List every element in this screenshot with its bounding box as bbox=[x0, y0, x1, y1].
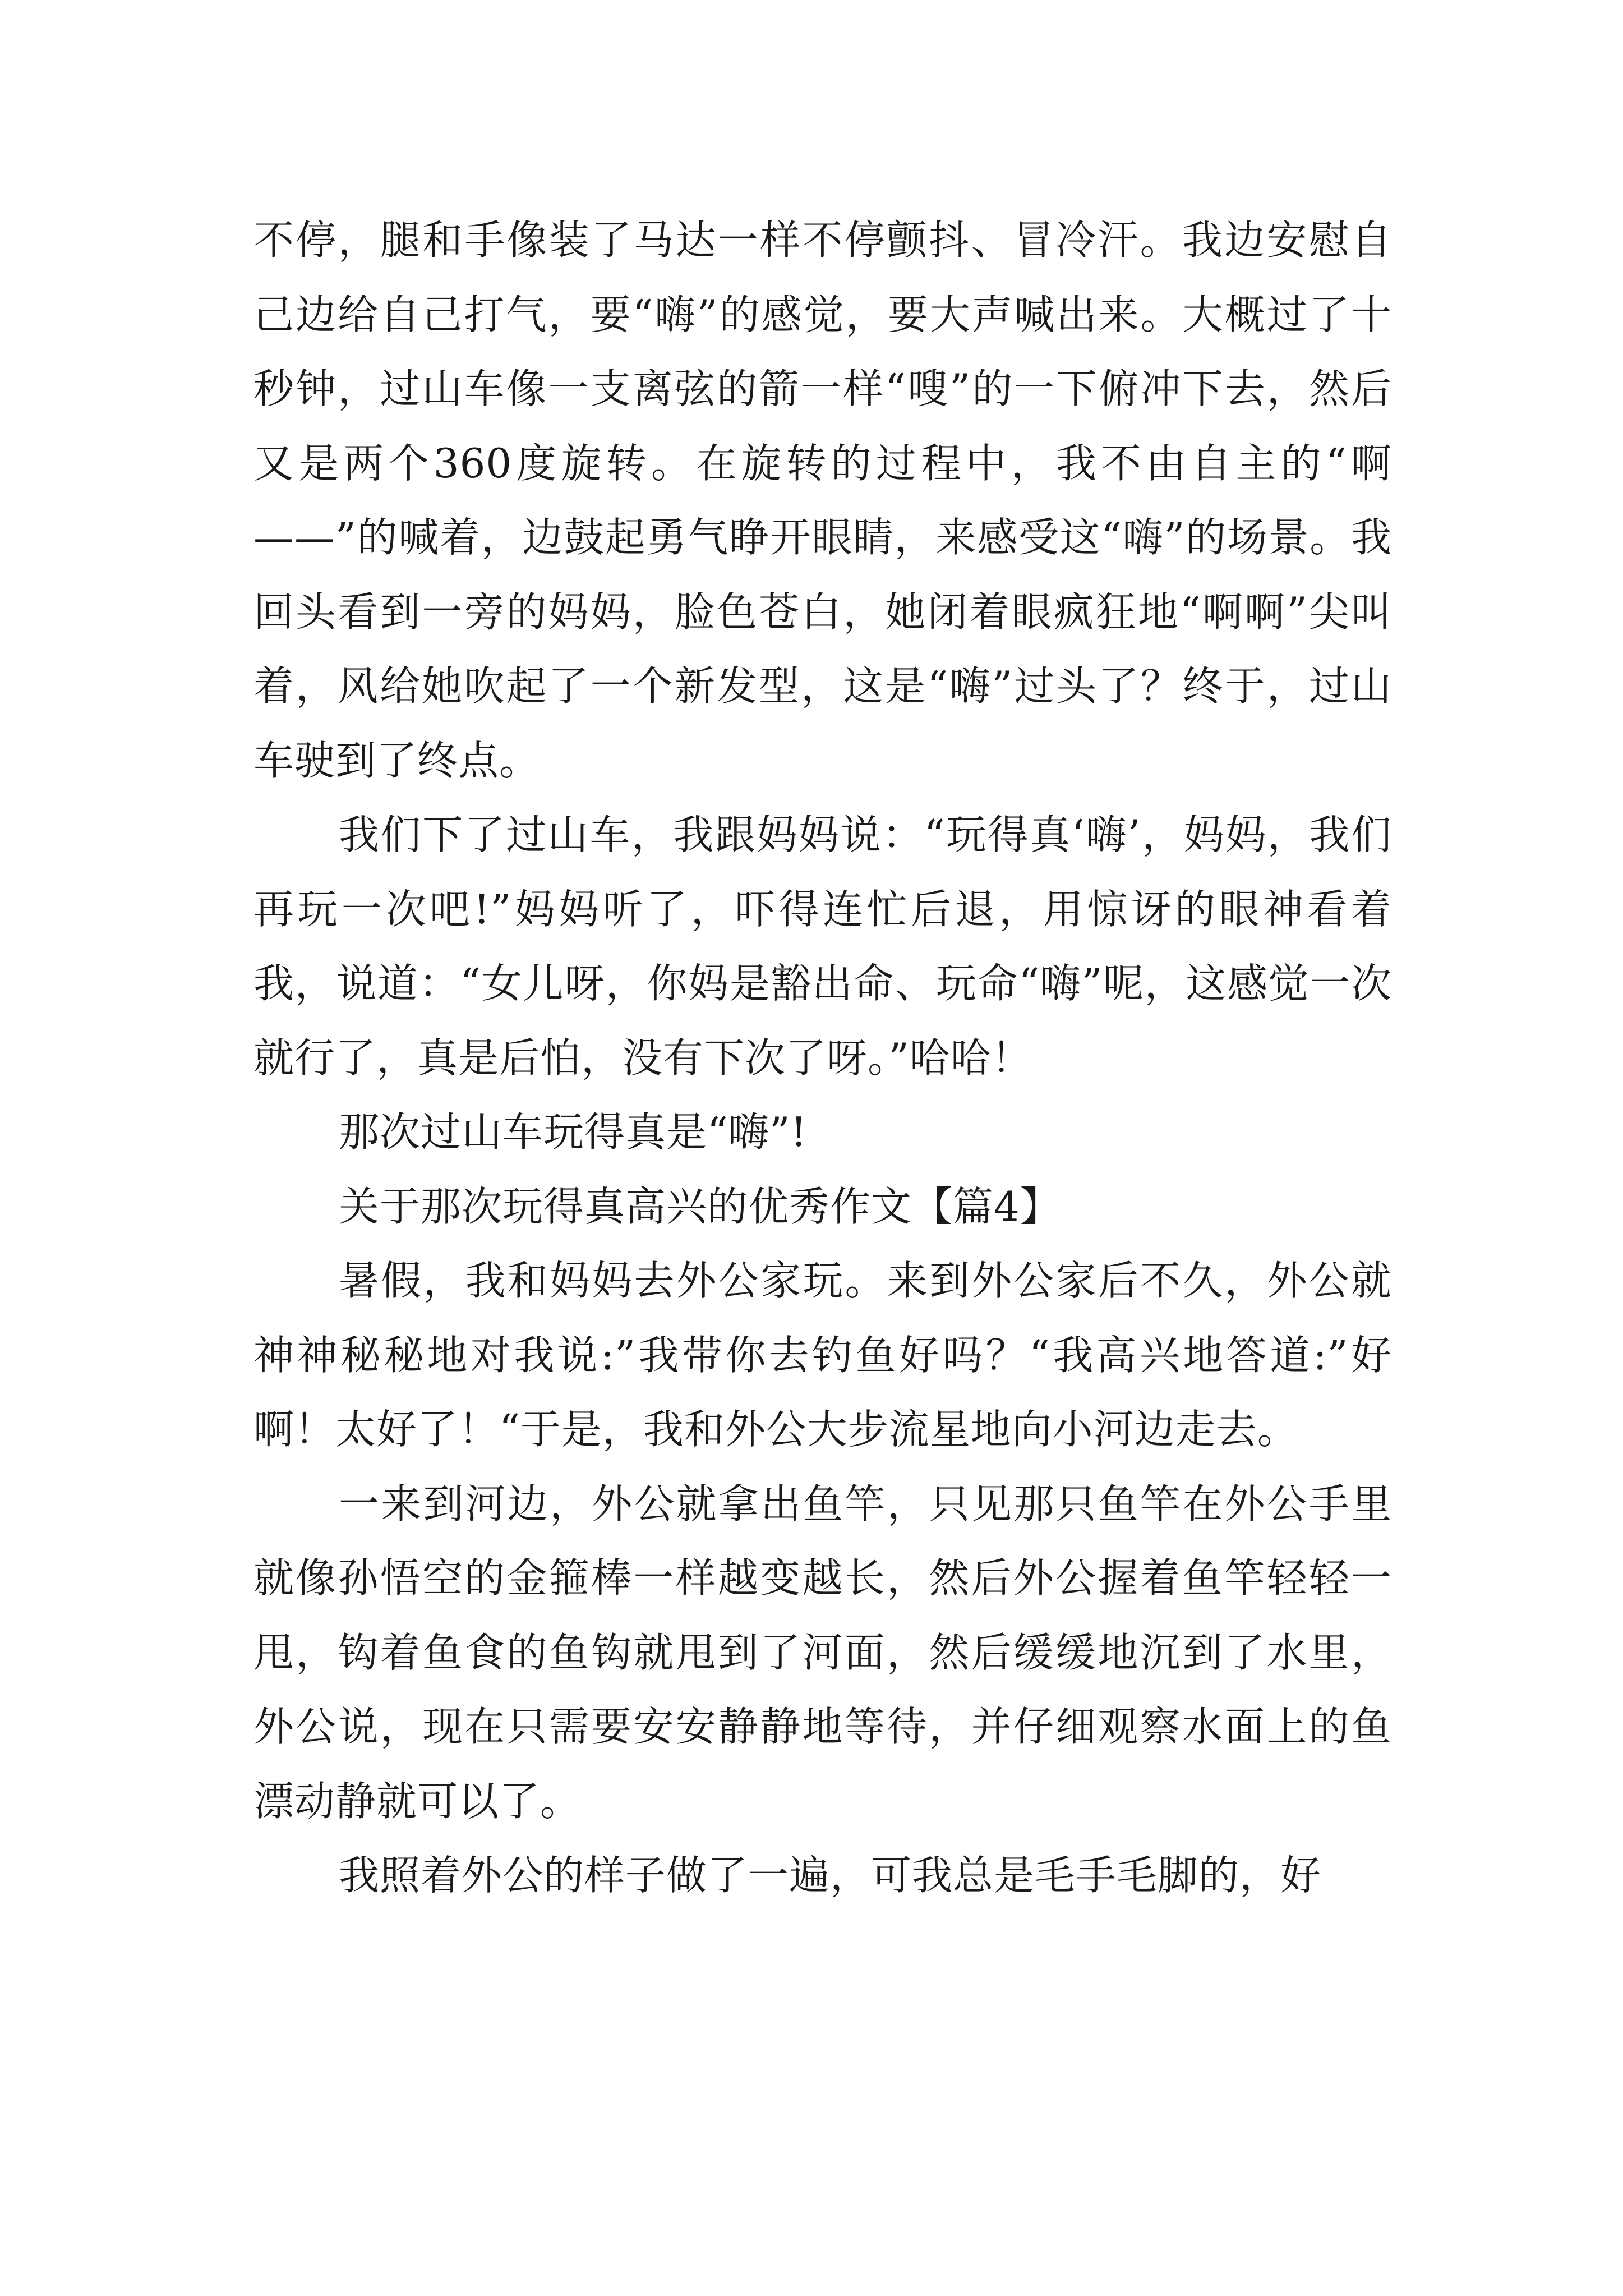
paragraph-1: 不停，腿和手像装了马达一样不停颤抖、冒冷汗。我边安慰自己边给自己打气，要“嗨”的感觉，要大声喊出来。大概过了十秒钟，过山车像一支离弦的箭一样“嗖”的一下俯冲下去，然后又是两个360度旋转。在旋转的过程中，我不由自主的“啊——”的喊着，边鼓起勇气睁开眼睛，来感受这“嗨”的场景。我回头看到一旁的妈妈，脸色苍白，她闭着眼疯狂地“啊啊”尖叫着，风给她吹起了一个新发型，这是“嗨”过头了？终于，过山车驶到了终点。 bbox=[253, 217, 1392, 784]
essay-text bbox=[253, 203, 1392, 1913]
paragraph-6: 我照着外公的样子做了一遍，可我总是毛手毛脚的，好 bbox=[339, 1852, 1322, 1899]
paragraph-2: 我们下了过山车，我跟妈妈说：“玩得真‘嗨’，妈妈，我们再玩一次吧!”妈妈听了，吓得连忙后退，用惊讶的眼神看着我，说道：“女儿呀，你妈是豁出命、玩命“嗨”呢，这感觉一次就行了，真是后怕，没有下次了呀。”哈哈！ bbox=[253, 811, 1392, 1082]
section-heading: 关于那次玩得真高兴的优秀作文【篇4】 bbox=[339, 1182, 1061, 1230]
paragraph-4: 暑假，我和妈妈去外公家玩。来到外公家后不久，外公就神神秘秘地对我说:”我带你去钓鱼好吗？“我高兴地答道:”好啊！太好了！“于是，我和外公大步流星地向小河边走去。 bbox=[253, 1257, 1392, 1453]
paragraph-3: 那次过山车玩得真是“嗨”! bbox=[339, 1108, 808, 1156]
paragraph-5: 一来到河边，外公就拿出鱼竿，只见那只鱼竿在外公手里就像孙悟空的金箍棒一样越变越长，然后外公握着鱼竿轻轻一甩，钩着鱼食的鱼钩就甩到了河面，然后缓缓地沉到了水里，外公说，现在只需要安安静静地等待，并仔细观察水面上的鱼漂动静就可以了。 bbox=[253, 1480, 1392, 1825]
